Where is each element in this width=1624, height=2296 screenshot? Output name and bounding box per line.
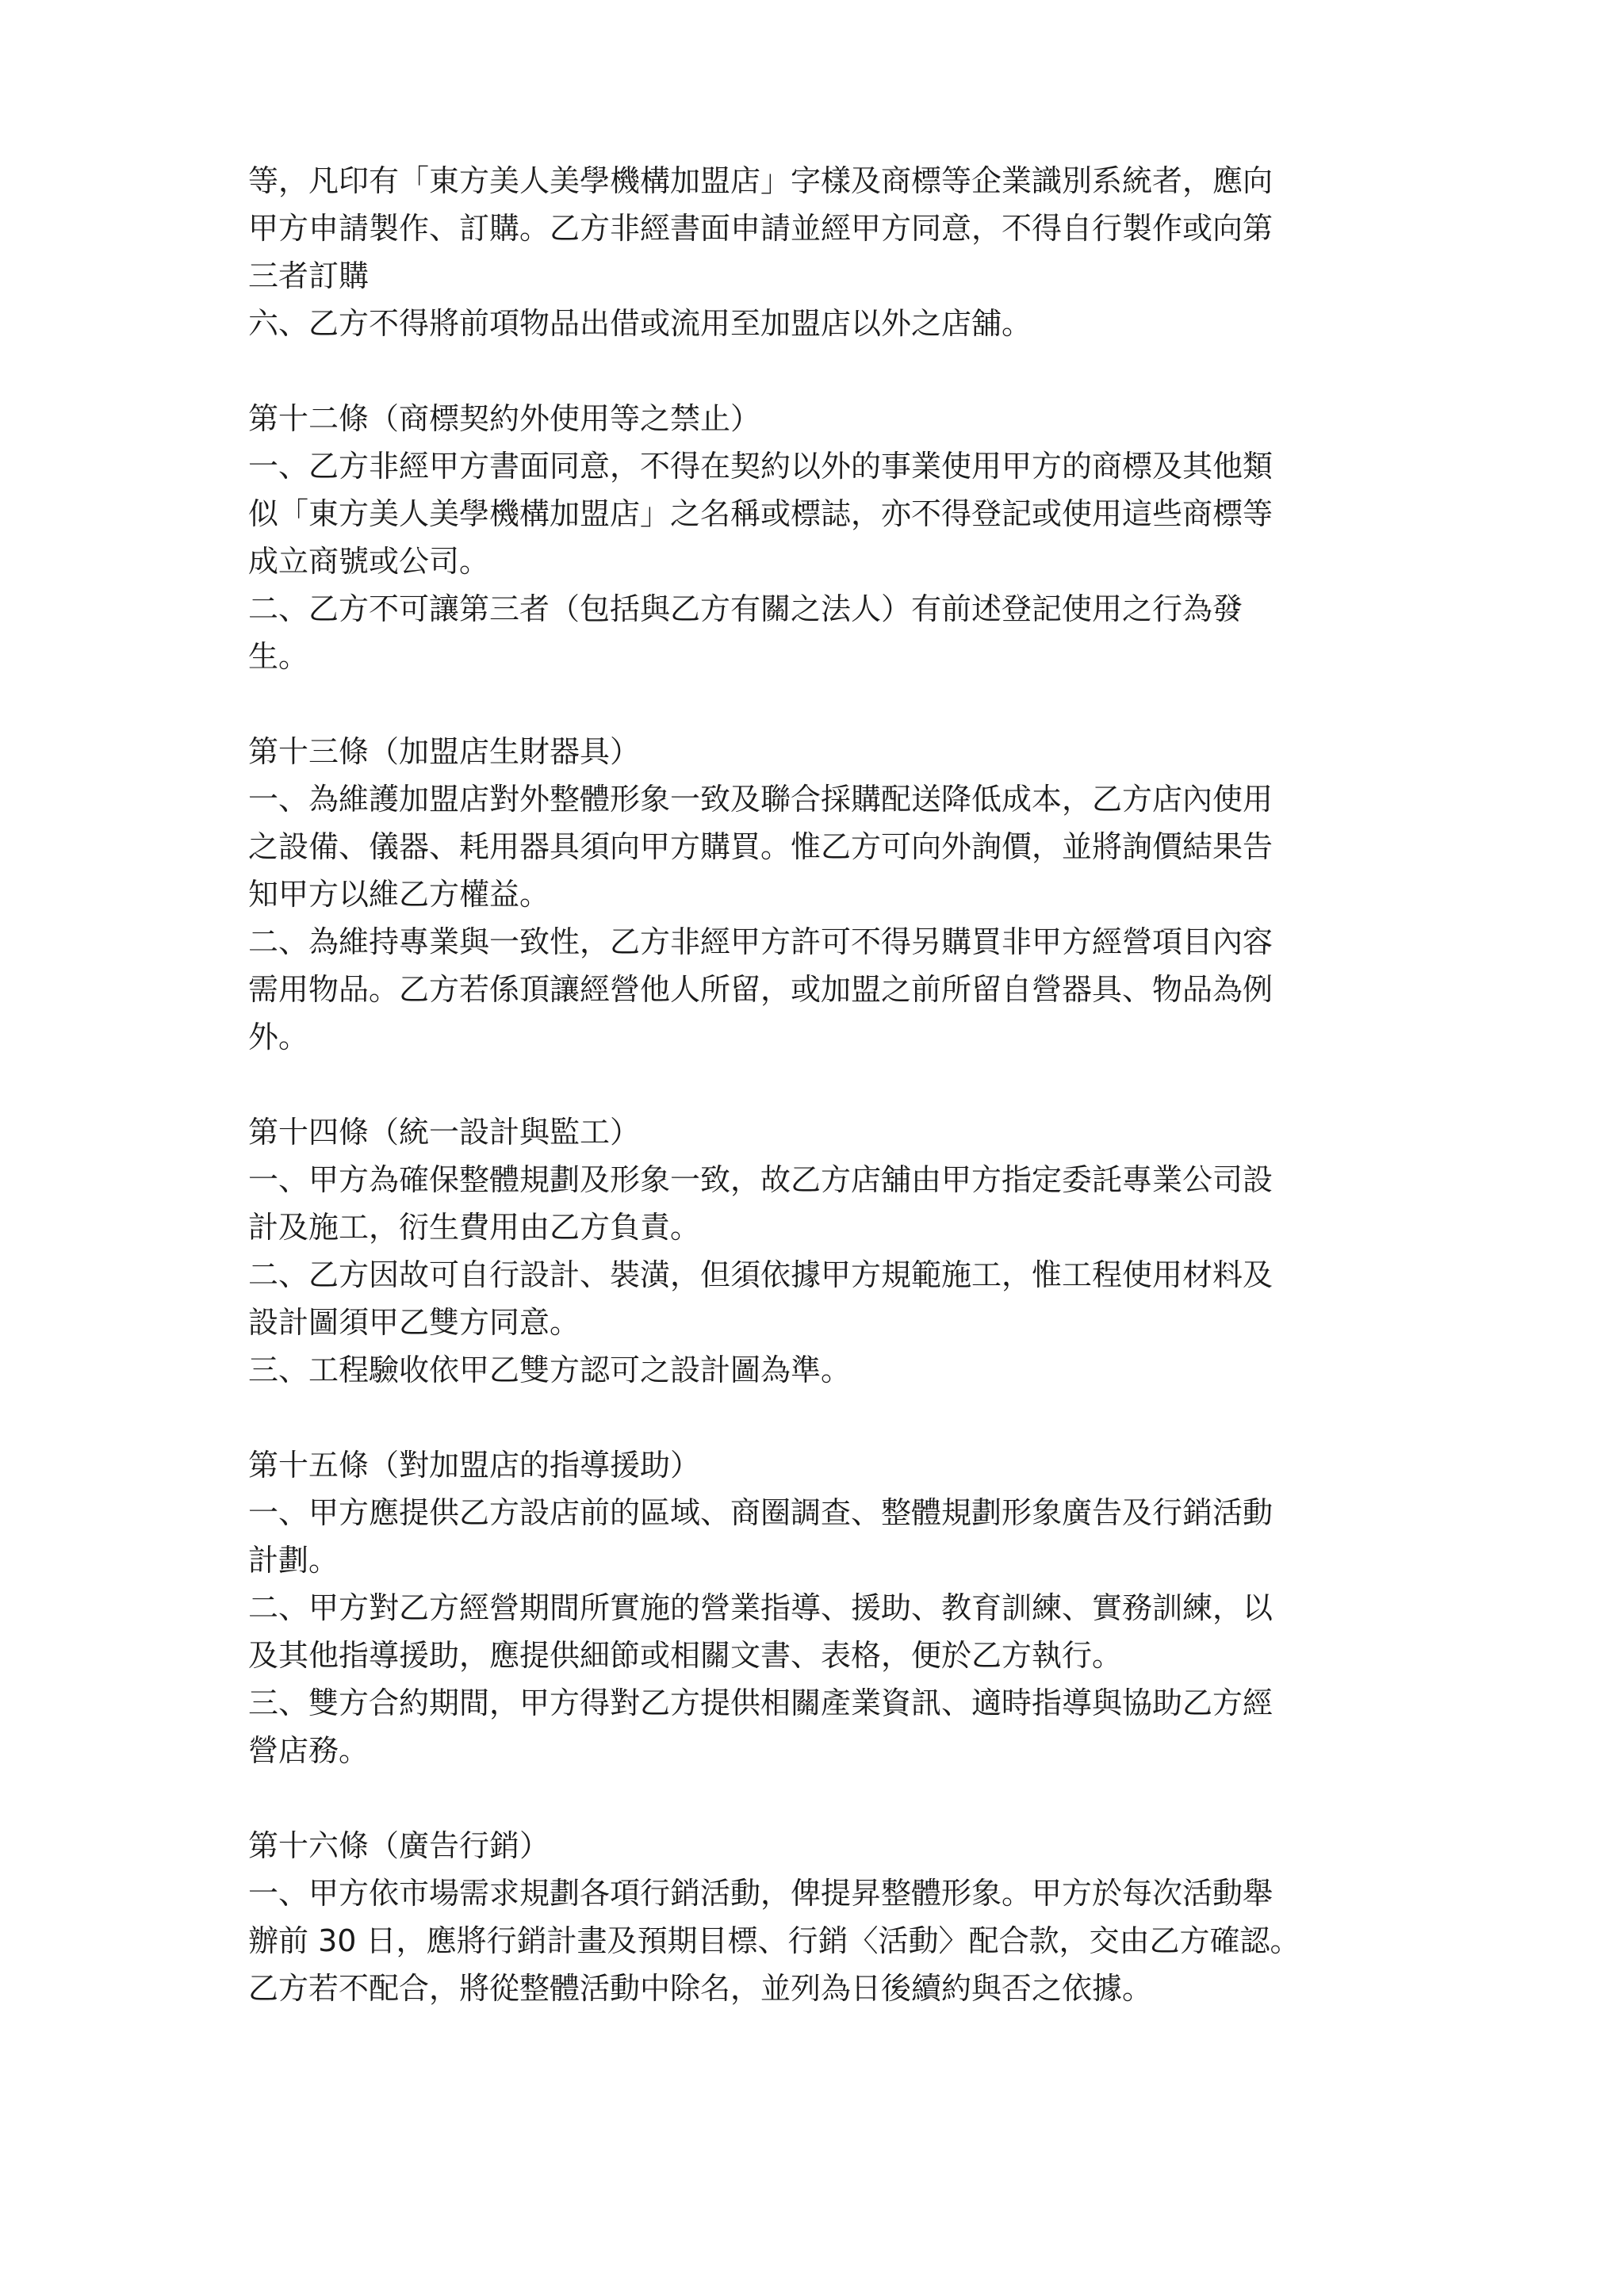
article-13 — [248, 728, 1390, 1061]
article-title: 第十三條（加盟店生財器具） — [248, 734, 641, 769]
article-14 — [248, 1108, 1390, 1394]
text-line: 之設備、儀器、耗用器具須向甲方購買。惟乙方可向外詢價，並將詢價結果告 — [248, 829, 1274, 864]
text-line: 一、乙方非經甲方書面同意，不得在契約以外的事業使用甲方的商標及其他類 — [248, 449, 1274, 484]
text-line: 成立商號或公司。 — [248, 544, 490, 579]
article-16 — [248, 1822, 1390, 2012]
article-title: 第十五條（對加盟店的指導援助） — [248, 1448, 701, 1483]
intro-section — [248, 157, 1390, 347]
paragraph-gap — [248, 1774, 1390, 1822]
text-line: 生。 — [248, 639, 309, 674]
text-line: 乙方若不配合，將從整體活動中除名，並列為日後續約與否之依據。 — [248, 1971, 1153, 2006]
text-line: 一、甲方應提供乙方設店前的區域、商圈調查、整體規劃形象廣告及行銷活動 — [248, 1495, 1274, 1530]
text-line: 二、乙方因故可自行設計、裝潢，但須依據甲方規範施工，惟工程使用材料及 — [248, 1257, 1274, 1292]
text-line: 三、工程驗收依甲乙雙方認可之設計圖為準。 — [248, 1353, 852, 1387]
text-line: 辦前 30 日，應將行銷計畫及預期目標、行銷〈活動〉配合款，交由乙方確認。 — [248, 1923, 1300, 1958]
text-line: 二、甲方對乙方經營期間所實施的營業指導、援助、教育訓練、實務訓練，以 — [248, 1590, 1274, 1625]
paragraph-gap — [248, 680, 1390, 728]
text-line: 三、雙方合約期間，甲方得對乙方提供相關產業資訊、適時指導與協助乙方經 — [248, 1686, 1274, 1720]
text-line: 甲方申請製作、訂購。乙方非經書面申請並經甲方同意，不得自行製作或向第 — [248, 211, 1274, 246]
text-line: 一、甲方為確保整體規劃及形象一致，故乙方店舖由甲方指定委託專業公司設 — [248, 1162, 1274, 1197]
text-line: 需用物品。乙方若係頂讓經營他人所留，或加盟之前所留自營器具、物品為例 — [248, 972, 1274, 1007]
text-line: 似「東方美人美學機構加盟店」之名稱或標誌，亦不得登記或使用這些商標等 — [248, 496, 1274, 531]
paragraph-gap — [248, 347, 1390, 395]
article-15 — [248, 1441, 1390, 1774]
article-12 — [248, 395, 1390, 680]
text-line: 知甲方以維乙方權益。 — [248, 877, 550, 912]
article-title: 第十六條（廣告行銷） — [248, 1828, 550, 1863]
article-title: 第十四條（統一設計與監工） — [248, 1115, 641, 1150]
text-line: 計劃。 — [248, 1543, 339, 1578]
text-line: 一、為維護加盟店對外整體形象一致及聯合採購配送降低成本，乙方店內使用 — [248, 782, 1274, 817]
text-line: 營店務。 — [248, 1733, 370, 1768]
text-line: 外。 — [248, 1020, 309, 1054]
text-line: 等，凡印有「東方美人美學機構加盟店」字樣及商標等企業識別系統者，應向 — [248, 163, 1274, 198]
text-line: 二、乙方不可讓第三者（包括與乙方有關之法人）有前述登記使用之行為發 — [248, 591, 1243, 626]
text-line: 一、甲方依市場需求規劃各項行銷活動，俾提昇整體形象。甲方於每次活動舉 — [248, 1876, 1274, 1911]
text-line: 設計圖須甲乙雙方同意。 — [248, 1305, 580, 1340]
text-line: 六、乙方不得將前項物品出借或流用至加盟店以外之店舖。 — [248, 306, 1032, 341]
article-title: 第十二條（商標契約外使用等之禁止） — [248, 401, 761, 436]
text-line: 計及施工，衍生費用由乙方負責。 — [248, 1210, 701, 1245]
paragraph-gap — [248, 1394, 1390, 1441]
text-line: 三者訂購 — [248, 258, 370, 293]
document-body — [248, 157, 1390, 2012]
paragraph-gap — [248, 1061, 1390, 1108]
text-line: 二、為維持專業與一致性，乙方非經甲方許可不得另購買非甲方經營項目內容 — [248, 924, 1274, 959]
text-line: 及其他指導援助，應提供細節或相關文書、表格，便於乙方執行。 — [248, 1638, 1123, 1673]
